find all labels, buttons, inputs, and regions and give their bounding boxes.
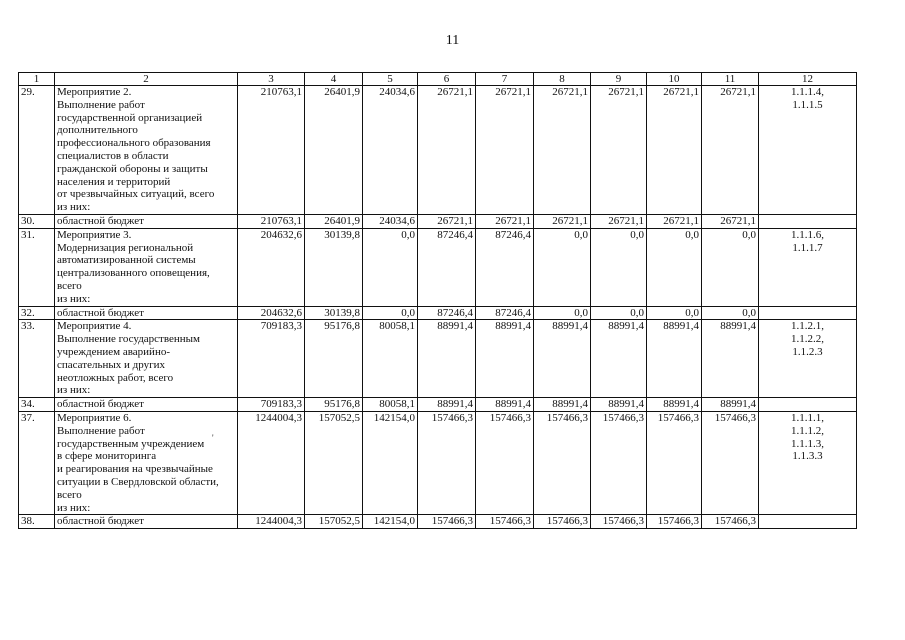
row-description-cell: Мероприятие 6. Выполнение работ государственным учреждением в сфере мониторинга и реагирования на чрезвычайные ситуации в Свердловской области, всего из них: xyxy=(55,411,238,514)
header-cell-12: 12 xyxy=(759,73,857,86)
header-cell-7: 7 xyxy=(476,73,534,86)
target-code-cell xyxy=(759,306,857,320)
value-cell-col-6: 87246,4 xyxy=(418,306,476,320)
row-number-cell: 33. xyxy=(19,320,55,398)
value-cell-col-3: 1244004,3 xyxy=(238,515,305,529)
header-cell-9: 9 xyxy=(591,73,647,86)
value-cell-col-7: 157466,3 xyxy=(476,515,534,529)
value-cell-col-11: 0,0 xyxy=(702,306,759,320)
header-cell-1: 1 xyxy=(19,73,55,86)
value-cell-col-5: 0,0 xyxy=(363,306,418,320)
value-cell-col-9: 157466,3 xyxy=(591,515,647,529)
value-cell-col-9: 0,0 xyxy=(591,306,647,320)
value-cell-col-11: 157466,3 xyxy=(702,515,759,529)
value-cell-col-4: 95176,8 xyxy=(305,398,363,412)
value-cell-col-5: 142154,0 xyxy=(363,515,418,529)
target-code-cell: 1.1.1.4, 1.1.1.5 xyxy=(759,86,857,215)
table-row xyxy=(19,515,857,529)
value-cell-col-3: 204632,6 xyxy=(238,306,305,320)
value-cell-col-10: 0,0 xyxy=(647,228,702,306)
value-cell-col-6: 26721,1 xyxy=(418,214,476,228)
header-cell-6: 6 xyxy=(418,73,476,86)
value-cell-col-10: 0,0 xyxy=(647,306,702,320)
value-cell-col-7: 87246,4 xyxy=(476,306,534,320)
header-row xyxy=(19,73,857,86)
value-cell-col-4: 26401,9 xyxy=(305,214,363,228)
row-number-cell: 34. xyxy=(19,398,55,412)
table-body xyxy=(19,73,857,529)
target-code-cell: 1.1.1.6, 1.1.1.7 xyxy=(759,228,857,306)
row-description-cell: Мероприятие 3. Модернизация региональной автоматизированной системы централизованного оповещения, всего из них: xyxy=(55,228,238,306)
value-cell-col-5: 24034,6 xyxy=(363,86,418,215)
value-cell-col-7: 88991,4 xyxy=(476,398,534,412)
value-cell-col-3: 210763,1 xyxy=(238,214,305,228)
target-code-cell: 1.1.1.1, 1.1.1.2, 1.1.1.3, 1.1.3.3 xyxy=(759,411,857,514)
table-row xyxy=(19,214,857,228)
value-cell-col-9: 157466,3 xyxy=(591,411,647,514)
value-cell-col-11: 157466,3 xyxy=(702,411,759,514)
value-cell-col-3: 709183,3 xyxy=(238,398,305,412)
value-cell-col-6: 157466,3 xyxy=(418,515,476,529)
target-code-cell xyxy=(759,398,857,412)
value-cell-col-11: 26721,1 xyxy=(702,214,759,228)
value-cell-col-3: 204632,6 xyxy=(238,228,305,306)
header-cell-8: 8 xyxy=(534,73,591,86)
value-cell-col-11: 26721,1 xyxy=(702,86,759,215)
table-row xyxy=(19,411,857,514)
value-cell-col-10: 157466,3 xyxy=(647,515,702,529)
header-cell-2: 2 xyxy=(55,73,238,86)
header-cell-10: 10 xyxy=(647,73,702,86)
value-cell-col-9: 88991,4 xyxy=(591,320,647,398)
page-number: 11 xyxy=(445,33,460,48)
row-description-cell: областной бюджет xyxy=(55,515,238,529)
value-cell-col-7: 87246,4 xyxy=(476,228,534,306)
value-cell-col-4: 30139,8 xyxy=(305,306,363,320)
value-cell-col-8: 157466,3 xyxy=(534,411,591,514)
value-cell-col-3: 210763,1 xyxy=(238,86,305,215)
value-cell-col-8: 0,0 xyxy=(534,306,591,320)
value-cell-col-4: 30139,8 xyxy=(305,228,363,306)
table-row xyxy=(19,86,857,215)
row-number-cell: 31. xyxy=(19,228,55,306)
value-cell-col-7: 88991,4 xyxy=(476,320,534,398)
value-cell-col-11: 0,0 xyxy=(702,228,759,306)
value-cell-col-7: 26721,1 xyxy=(476,214,534,228)
value-cell-col-4: 95176,8 xyxy=(305,320,363,398)
value-cell-col-4: 157052,5 xyxy=(305,515,363,529)
row-number-cell: 32. xyxy=(19,306,55,320)
header-cell-3: 3 xyxy=(238,73,305,86)
value-cell-col-5: 142154,0 xyxy=(363,411,418,514)
row-description-cell: Мероприятие 4. Выполнение государственным учреждением аварийно- спасательных и других неотложных работ, всего из них: xyxy=(55,320,238,398)
value-cell-col-10: 157466,3 xyxy=(647,411,702,514)
value-cell-col-10: 26721,1 xyxy=(647,214,702,228)
header-cell-4: 4 xyxy=(305,73,363,86)
target-code-cell xyxy=(759,515,857,529)
value-cell-col-8: 26721,1 xyxy=(534,214,591,228)
value-cell-col-5: 80058,1 xyxy=(363,320,418,398)
value-cell-col-9: 0,0 xyxy=(591,228,647,306)
value-cell-col-5: 24034,6 xyxy=(363,214,418,228)
value-cell-col-10: 88991,4 xyxy=(647,398,702,412)
target-code-cell: 1.1.2.1, 1.1.2.2, 1.1.2.3 xyxy=(759,320,857,398)
value-cell-col-9: 26721,1 xyxy=(591,214,647,228)
header-cell-5: 5 xyxy=(363,73,418,86)
value-cell-col-6: 157466,3 xyxy=(418,411,476,514)
value-cell-col-7: 157466,3 xyxy=(476,411,534,514)
value-cell-col-10: 26721,1 xyxy=(647,86,702,215)
row-number-cell: 29. xyxy=(19,86,55,215)
value-cell-col-8: 26721,1 xyxy=(534,86,591,215)
value-cell-col-5: 0,0 xyxy=(363,228,418,306)
value-cell-col-6: 87246,4 xyxy=(418,228,476,306)
value-cell-col-6: 26721,1 xyxy=(418,86,476,215)
stray-mark: ' xyxy=(212,433,214,443)
budget-table xyxy=(18,72,857,529)
row-description-cell: областной бюджет xyxy=(55,398,238,412)
row-number-cell: 37. xyxy=(19,411,55,514)
table-row xyxy=(19,398,857,412)
value-cell-col-11: 88991,4 xyxy=(702,398,759,412)
value-cell-col-8: 157466,3 xyxy=(534,515,591,529)
table-row xyxy=(19,306,857,320)
value-cell-col-3: 709183,3 xyxy=(238,320,305,398)
row-number-cell: 38. xyxy=(19,515,55,529)
value-cell-col-11: 88991,4 xyxy=(702,320,759,398)
value-cell-col-7: 26721,1 xyxy=(476,86,534,215)
row-description-cell: областной бюджет xyxy=(55,306,238,320)
target-code-cell xyxy=(759,214,857,228)
header-cell-11: 11 xyxy=(702,73,759,86)
table-row xyxy=(19,228,857,306)
value-cell-col-8: 88991,4 xyxy=(534,320,591,398)
row-number-cell: 30. xyxy=(19,214,55,228)
value-cell-col-8: 88991,4 xyxy=(534,398,591,412)
value-cell-col-3: 1244004,3 xyxy=(238,411,305,514)
value-cell-col-9: 88991,4 xyxy=(591,398,647,412)
row-description-cell: Мероприятие 2. Выполнение работ государственной организацией дополнительного профессионального образования специалистов в области гражданской обороны и защиты населения и территорий от чрезвычайных ситуаций, всего из них: xyxy=(55,86,238,215)
value-cell-col-4: 26401,9 xyxy=(305,86,363,215)
value-cell-col-4: 157052,5 xyxy=(305,411,363,514)
value-cell-col-9: 26721,1 xyxy=(591,86,647,215)
table-row xyxy=(19,320,857,398)
value-cell-col-5: 80058,1 xyxy=(363,398,418,412)
value-cell-col-8: 0,0 xyxy=(534,228,591,306)
value-cell-col-6: 88991,4 xyxy=(418,398,476,412)
value-cell-col-10: 88991,4 xyxy=(647,320,702,398)
row-description-cell: областной бюджет xyxy=(55,214,238,228)
value-cell-col-6: 88991,4 xyxy=(418,320,476,398)
